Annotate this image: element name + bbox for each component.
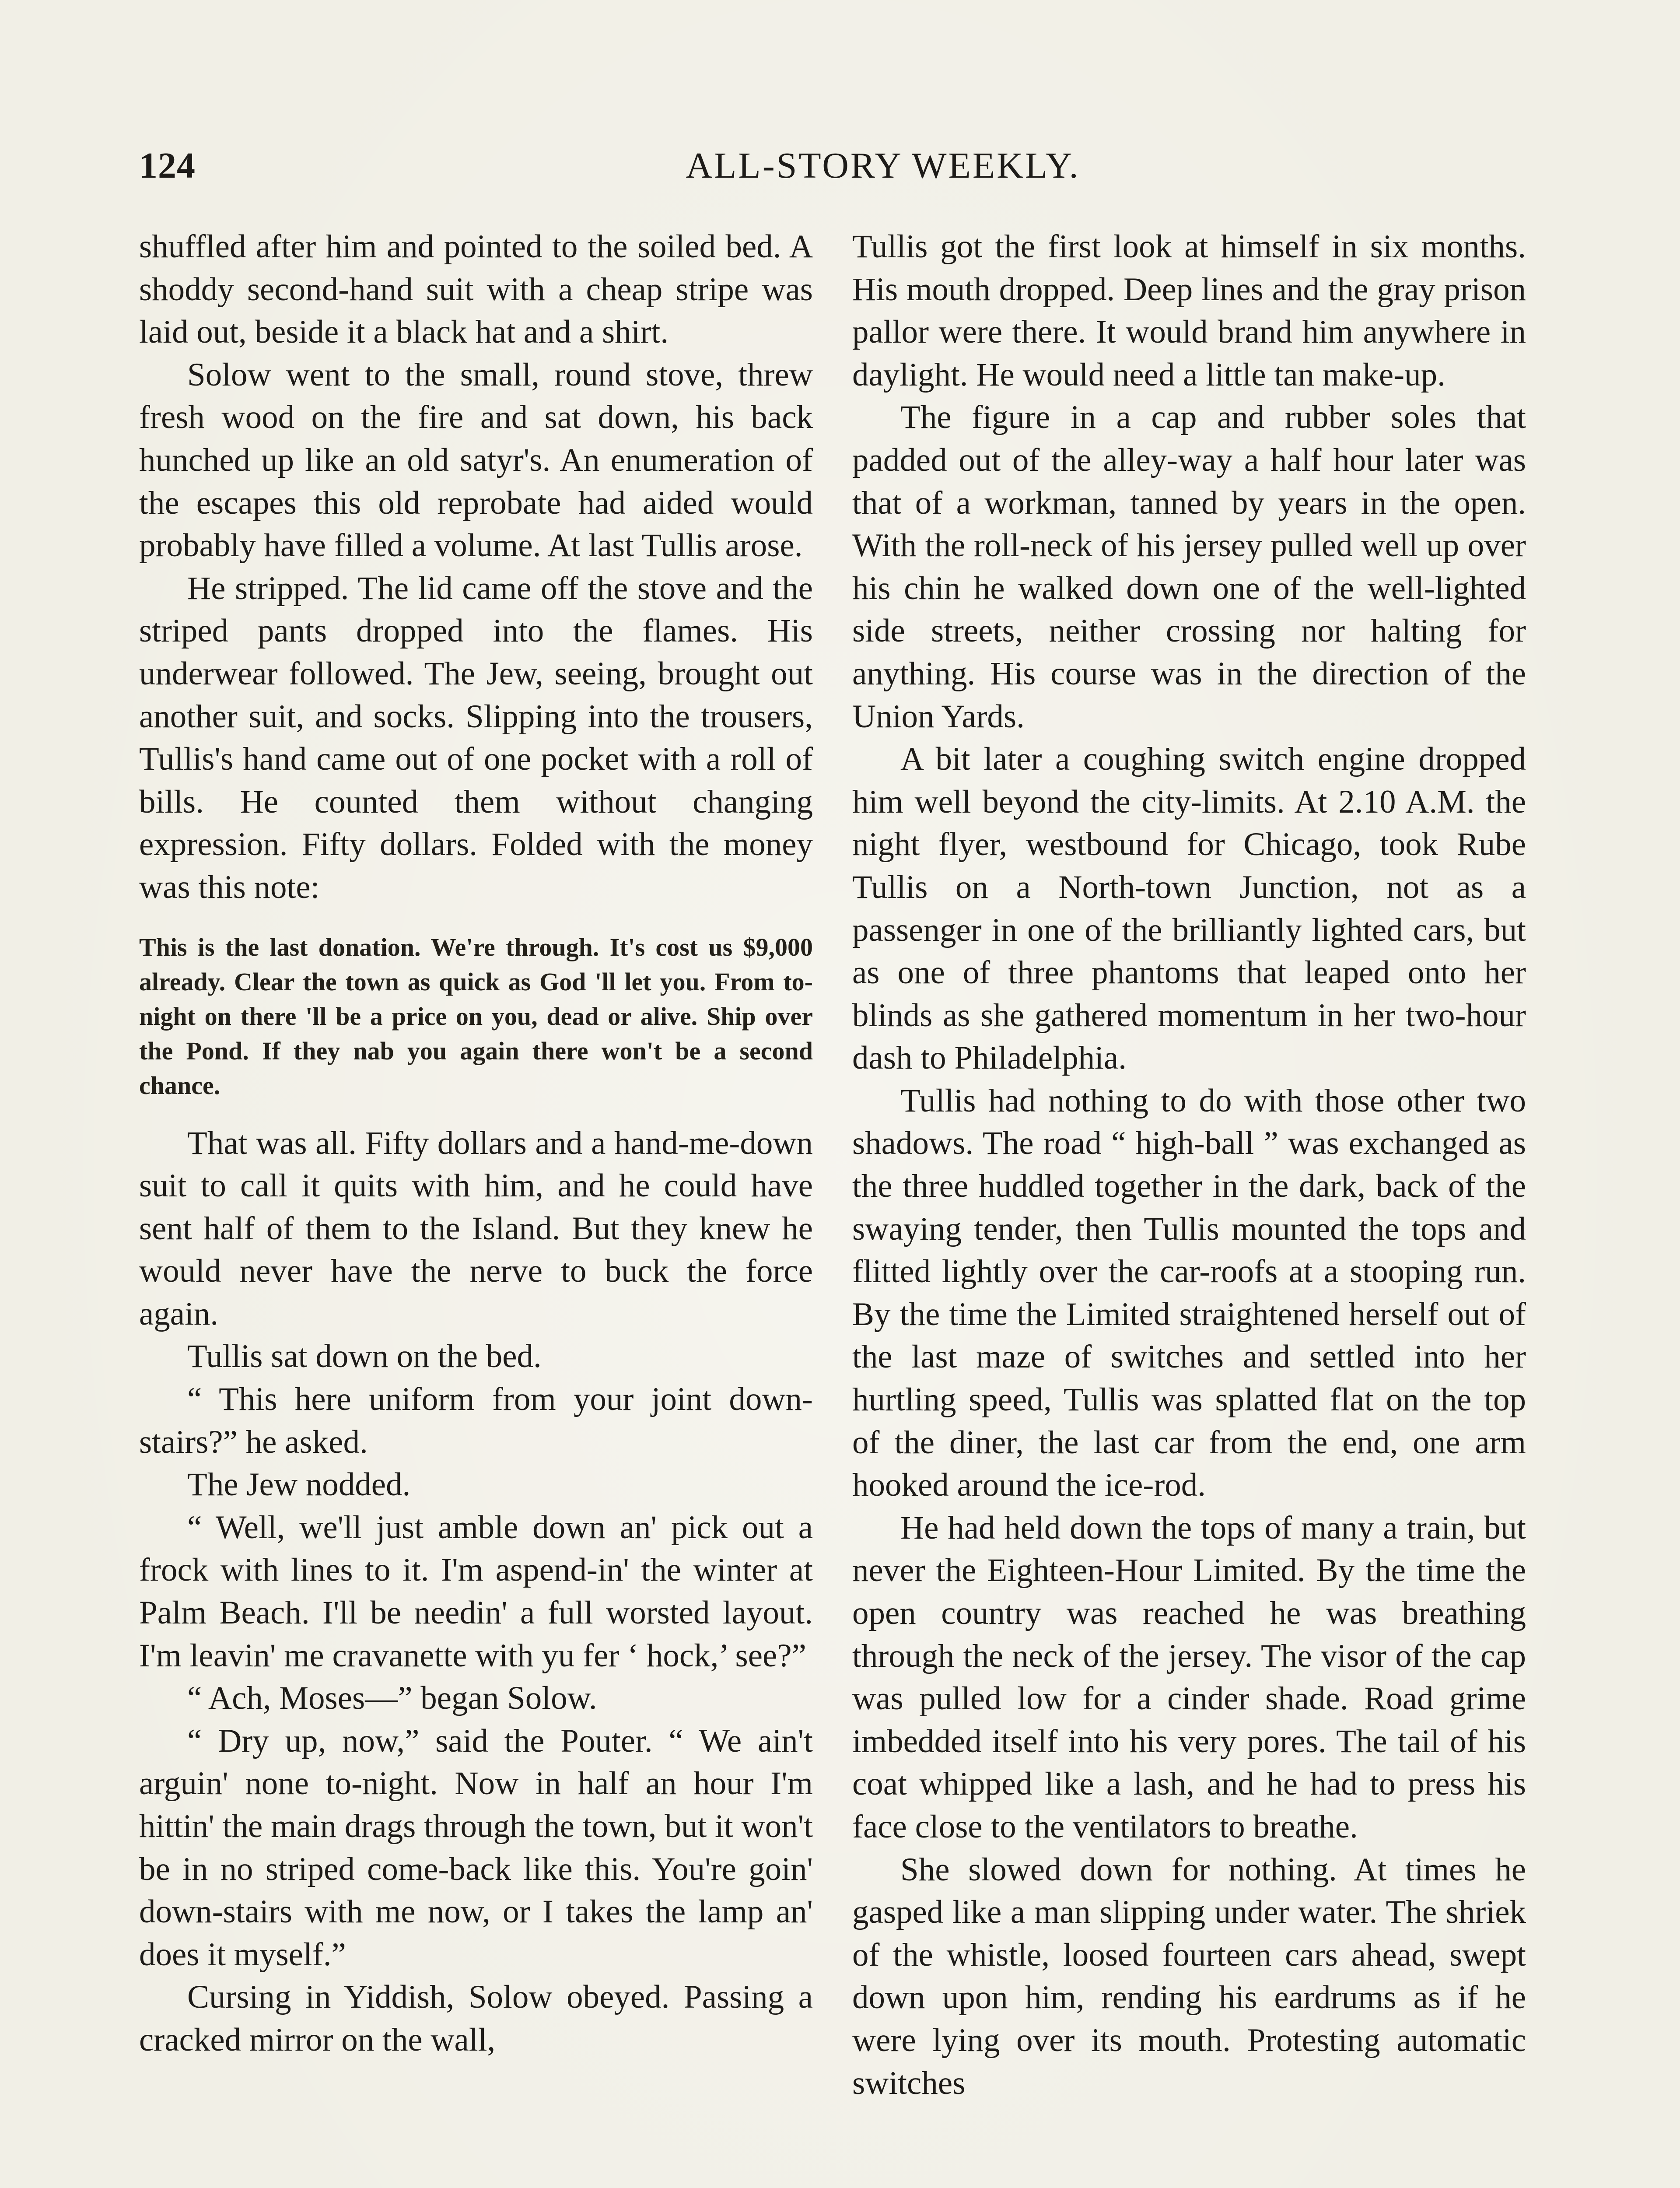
right-column	[852, 225, 1526, 2104]
paragraph: She slowed down for nothing. At times he gasped like a man slipping under water. The shriek of the whistle, loosed fourteen cars ahead, swept down upon him, rending his eardrums as if he were lying over its mouth. Protesting automatic switches	[852, 1851, 1526, 2101]
paragraph: That was all. Fifty dollars and a hand-me-down suit to call it quits with him, and he could have sent half of them to the Island. But they knew he would never have the nerve to buck the force again.	[139, 1125, 813, 1332]
paragraph: Tullis had nothing to do with those other two shadows. The road “ high-ball ” was exchanged as the three huddled together in the dark, back of the swaying tender, then Tullis mounted the tops and flitted lightly over the car-roofs at a stooping run. By the time the Limited straightened herself out of the last maze of switches and settled into her hurtling speed, Tullis was splatted flat on the top of the diner, the last car from the end, one arm hooked around the ice-rod.	[852, 1082, 1526, 1504]
paragraph: Tullis sat down on the bed.	[187, 1338, 542, 1375]
paragraph: The figure in a cap and rubber soles that padded out of the alley-way a half hour later was that of a workman, tanned by years in the open. With the roll-neck of his jersey pulled well up over his chin he walked down one of the well-lighted side streets, neither crossing nor halting for anything. His course was in the direction of the Union Yards.	[852, 399, 1526, 735]
paragraph: “ This here uniform from your joint down-stairs?” he asked.	[139, 1381, 813, 1460]
paragraph: He stripped. The lid came off the stove and the striped pants dropped into the flames. His underwear followed. The Jew, seeing, brought out another suit, and socks. Slipping into the trousers, Tullis's hand came out of one pocket with a roll of bills. He counted them without changing expression. Fifty dollars. Folded with the money was this note:	[139, 570, 813, 905]
running-title: ALL-STORY WEEKLY.	[686, 145, 1080, 186]
paragraph: Solow went to the small, round stove, threw fresh wood on the fire and sat down, his back hunched up like an old satyr's. An enumeration of the escapes this old reprobate had aided would probably have filled a volume. At last Tullis arose.	[139, 356, 813, 564]
paragraph: The Jew nodded.	[187, 1466, 411, 1503]
left-column	[139, 225, 813, 2062]
paragraph: “ Well, we'll just amble down an' pick out a frock with lines to it. I'm aspend-in' the winter at Palm Beach. I'll be needin' a full worsted layout. I'm leavin' me cravanette with yu fer ‘ hock,’ see?”	[139, 1509, 813, 1674]
paragraph: “ Dry up, now,” said the Pouter. “ We ain't arguin' none to-night. Now in half an hour I'm hittin' the main drags through the town, but it won't be in no striped come-back like this. You're goin' down-stairs with me now, or I takes the lamp an' does it myself.”	[139, 1722, 813, 1973]
paragraph: “ Ach, Moses—” began Solow.	[187, 1680, 597, 1717]
paragraph: A bit later a coughing switch engine dropped him well beyond the city-limits. At 2.10 A.M. the night flyer, westbound for Chicago, took Rube Tullis on a North-town Junction, not as a passenger in one of the brilliantly lighted cars, but as one of three phantoms that leaped onto her blinds as she gathered momentum in her two-hour dash to Philadelphia.	[852, 741, 1526, 1076]
paragraph: shuffled after him and pointed to the soiled bed. A shoddy second-hand suit with a cheap stripe was laid out, beside it a black hat and a shirt.	[139, 228, 813, 351]
paragraph: He had held down the tops of many a train, but never the Eighteen-Hour Limited. By the time the open country was reached he was breathing through the neck of the jersey. The visor of the cap was pulled low for a cinder shade. Road grime imbedded itself into his very pores. The tail of his coat whipped like a lash, and he had to press his face close to the ventilators to breathe.	[852, 1509, 1526, 1845]
page-number: 124	[139, 145, 196, 186]
page-header	[139, 144, 1550, 197]
quoted-note: This is the last donation. We're through. It's cost us $9,000 already. Clear the town as quick as God 'll let you. From to-night on there 'll be a price on you, dead or alive. Ship over the Pond. If they nab you again there won't be a second chance.	[139, 933, 813, 1100]
paragraph: Tullis got the first look at himself in six months. His mouth dropped. Deep lines and the gray prison pallor were there. It would brand him anywhere in daylight. He would need a little tan make-up.	[852, 228, 1526, 393]
paragraph: Cursing in Yiddish, Solow obeyed. Passing a cracked mirror on the wall,	[139, 1979, 813, 2058]
